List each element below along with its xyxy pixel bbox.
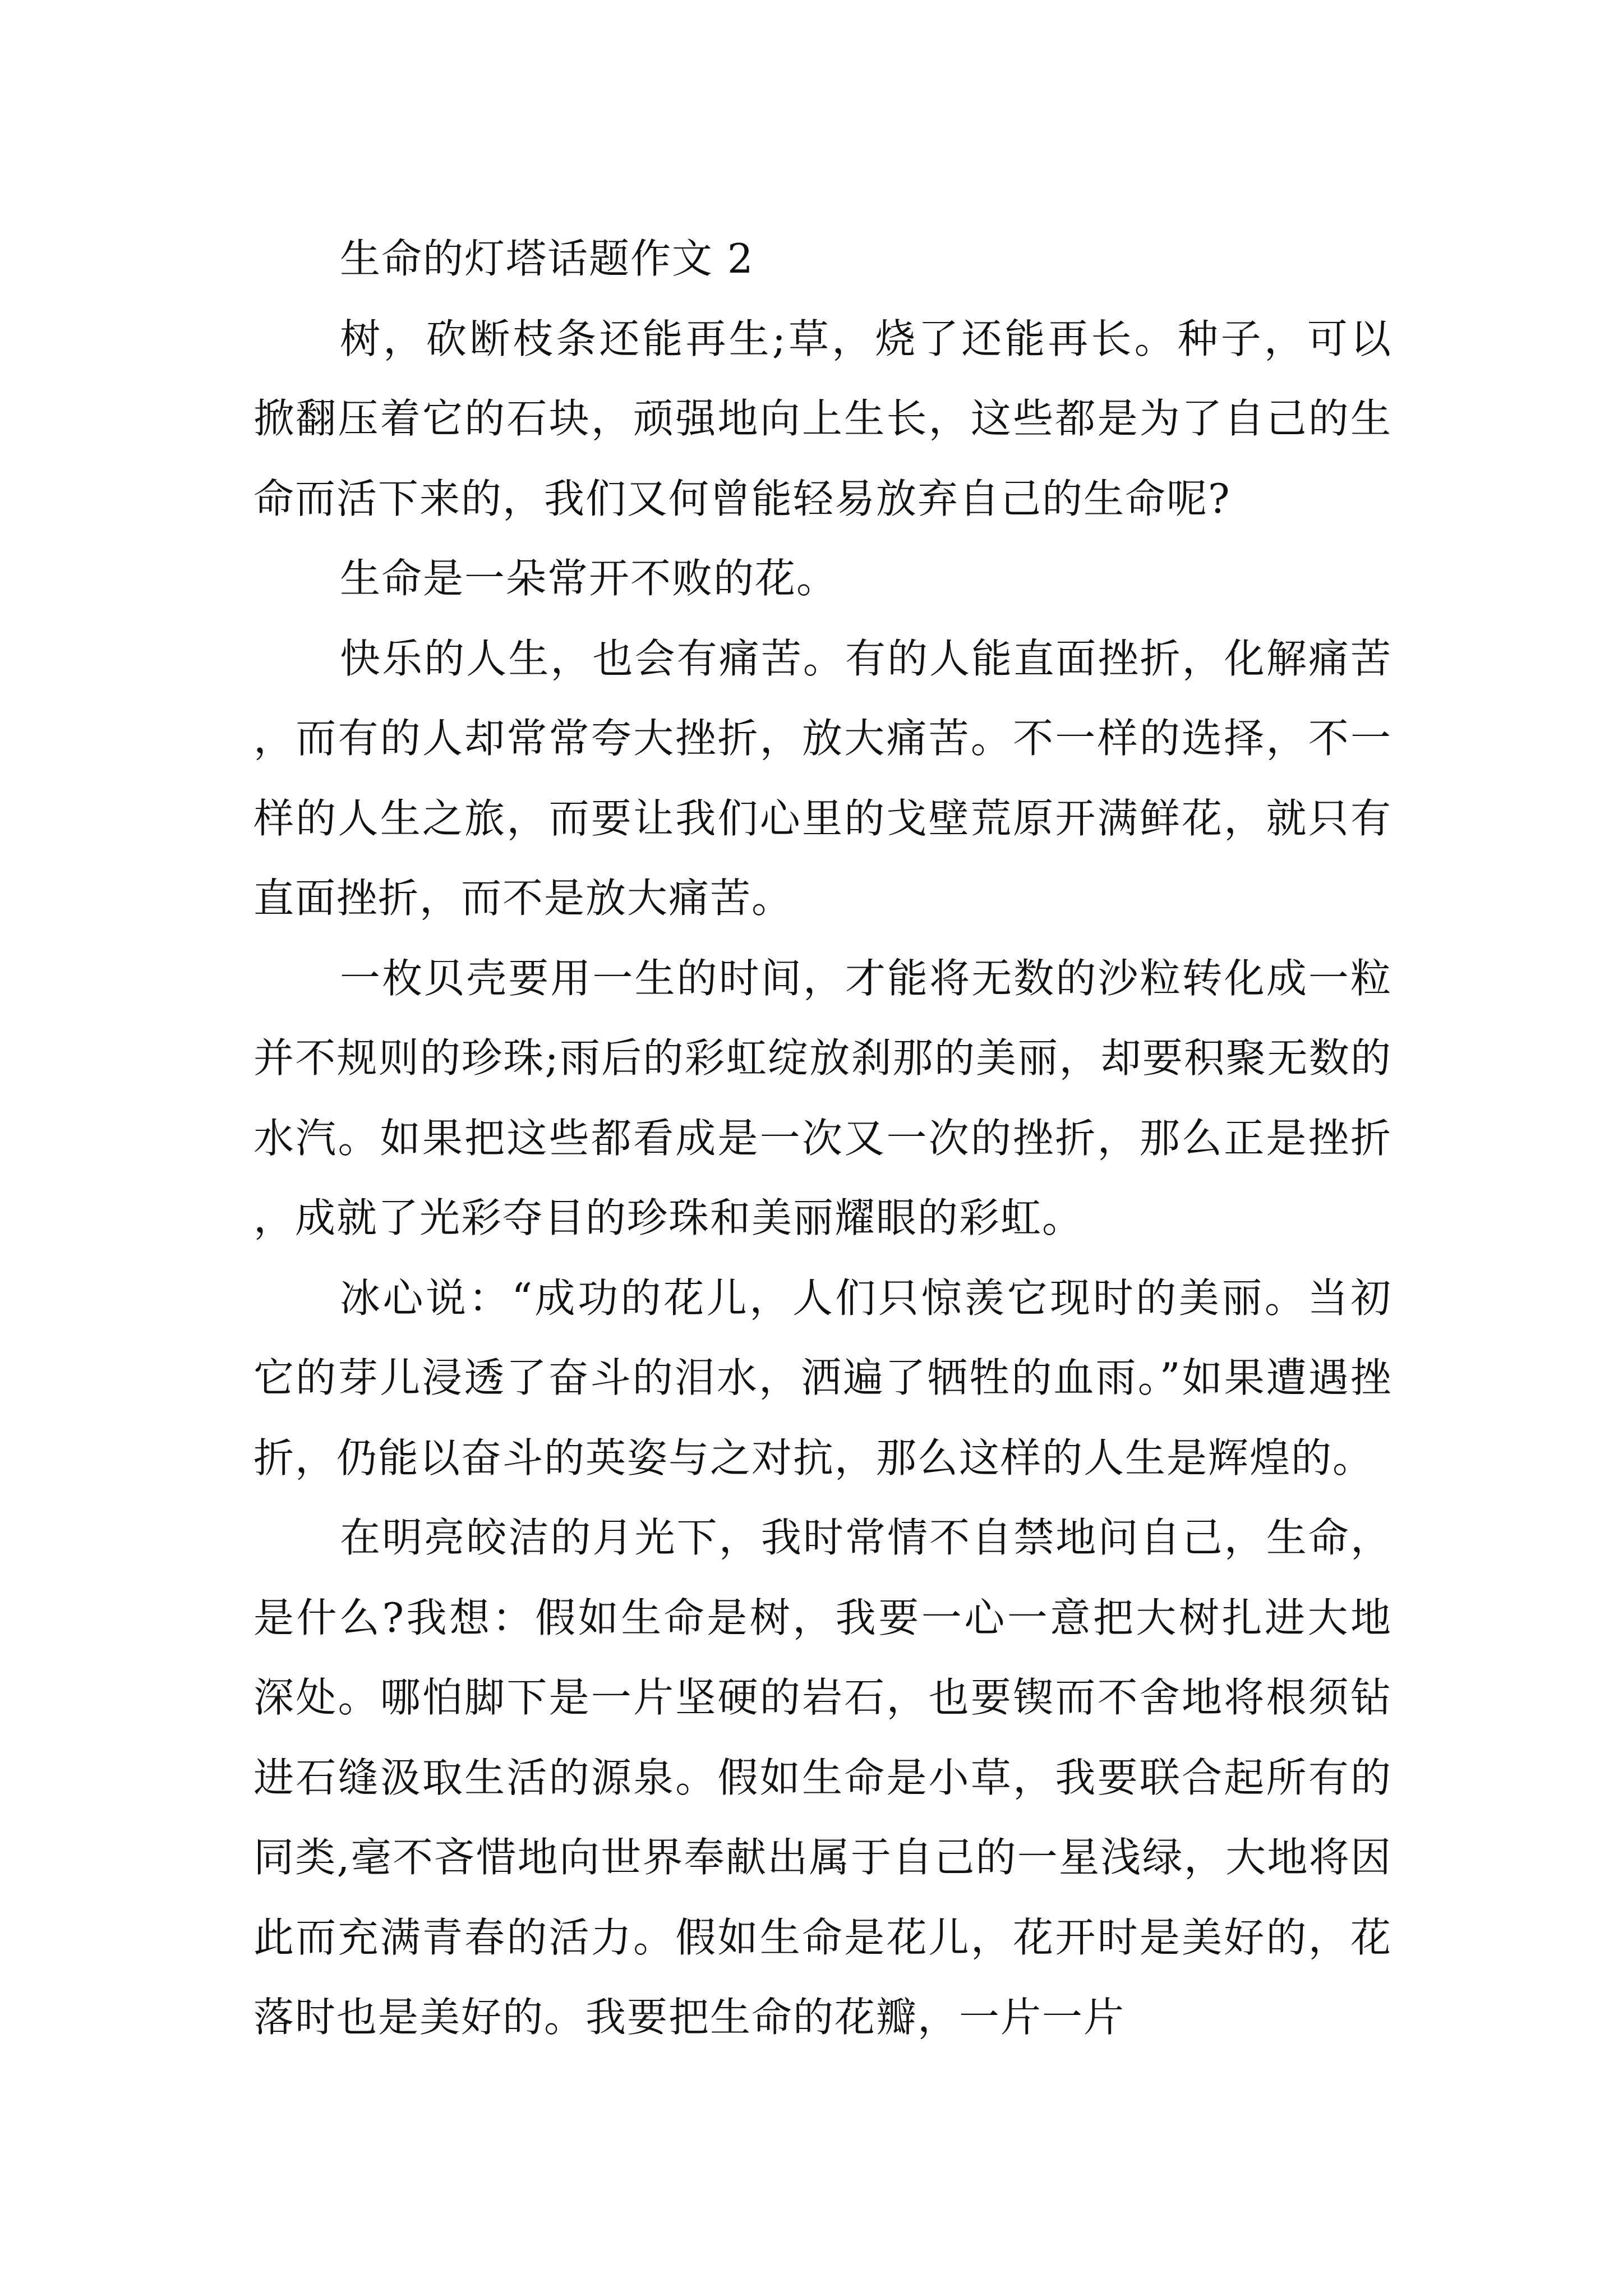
essay-body (253, 219, 1392, 2058)
essay-title: 生命的灯塔话题作文 2 (340, 235, 754, 282)
paragraph-happy-life: 快乐的人生，也会有痛苦。有的人能直面挫折，化解痛苦，而有的人却常常夸大挫折，放大痛苦。不一样的选择，不一样的人生之旅，而要让我们心里的戈壁荒原开满鲜花，就只有直面挫折，而不是放大痛苦。 (253, 634, 1392, 922)
paragraph-tree-grass-seed: 树，砍断枝条还能再生;草，烧了还能再长。种子，可以掀翻压着它的石块，顽强地向上生长，这些都是为了自己的生命而活下来的，我们又何曾能轻易放弃自己的生命呢? (253, 315, 1392, 522)
paragraph-moonlight-question: 在明亮皎洁的月光下，我时常情不自禁地问自己，生命，是什么?我想：假如生命是树，我要一心一意把大树扎进大地深处。哪怕脚下是一片坚硬的岩石，也要锲而不舍地将根须钻进石缝汲取生活的源泉。假如生命是小草，我要联合起所有的同类,毫不吝惜地向世界奉献出属于自己的一星浅绿，大地将因此而充满青春的活力。假如生命是花儿，花开时是美好的，花落时也是美好的。我要把生命的花瓣，一片一片 (253, 1514, 1392, 2041)
paragraph-bingxin-quote: 冰心说：“成功的花儿，人们只惊羡它现时的美丽。当初它的芽儿浸透了奋斗的泪水，洒遍了牺牲的血雨。”如果遭遇挫折，仍能以奋斗的英姿与之对抗，那么这样的人生是辉煌的。 (253, 1274, 1392, 1481)
paragraph-shell-pearl: 一枚贝壳要用一生的时间，才能将无数的沙粒转化成一粒并不规则的珍珠;雨后的彩虹绽放刹那的美丽，却要积聚无数的水汽。如果把这些都看成是一次又一次的挫折，那么正是挫折，成就了光彩夺目的珍珠和美丽耀眼的彩虹。 (253, 954, 1392, 1241)
paragraph-life-flower: 生命是一朵常开不败的花。 (340, 555, 838, 602)
